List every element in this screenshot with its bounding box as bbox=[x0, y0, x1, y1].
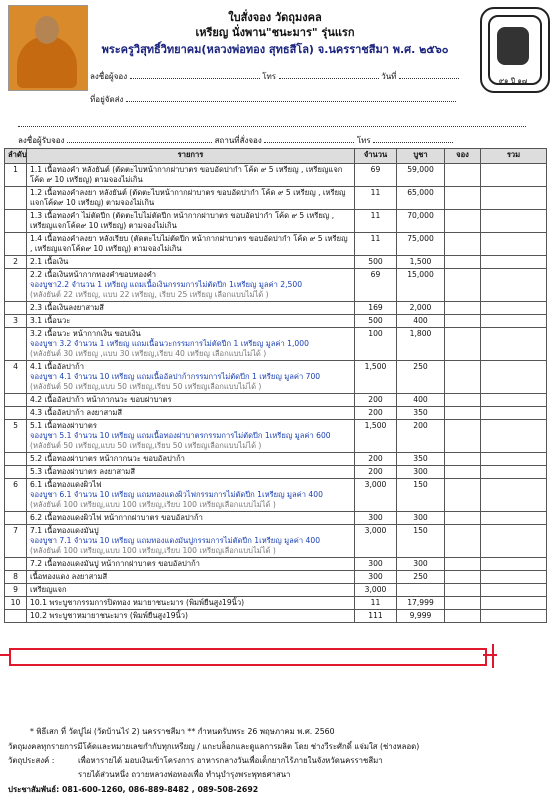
place-dots bbox=[264, 134, 354, 143]
cell-total[interactable] bbox=[481, 610, 547, 623]
cell-qty: 200 bbox=[355, 394, 397, 407]
cell-no bbox=[5, 512, 27, 525]
cell-reserve[interactable] bbox=[445, 597, 481, 610]
phone-label: โทร bbox=[262, 72, 277, 81]
cell-qty: 1,500 bbox=[355, 361, 397, 394]
cell-price: 9,999 bbox=[397, 610, 445, 623]
table-row bbox=[5, 315, 547, 328]
item-text: 6.1 เนื้อทองแดงผิวไฟ bbox=[30, 480, 102, 489]
table-row bbox=[5, 233, 547, 256]
table-row bbox=[5, 407, 547, 420]
table-row bbox=[5, 610, 547, 623]
table-row bbox=[5, 361, 547, 394]
cell-total[interactable] bbox=[481, 269, 547, 302]
cell-price: 1,500 bbox=[397, 256, 445, 269]
cell-reserve[interactable] bbox=[445, 453, 481, 466]
cell-price: 59,000 bbox=[397, 164, 445, 187]
cell-total[interactable] bbox=[481, 466, 547, 479]
cell-no: 8 bbox=[5, 571, 27, 584]
cell-item bbox=[27, 453, 355, 466]
cell-reserve[interactable] bbox=[445, 571, 481, 584]
contact-line: ประชาสัมพันธ์: 081-600-1260, 086-889-8482 , 089-508-2692 bbox=[8, 785, 259, 794]
cell-total[interactable] bbox=[481, 302, 547, 315]
cell-price: 300 bbox=[397, 558, 445, 571]
date-dots bbox=[399, 70, 459, 79]
address-line-2 bbox=[18, 118, 526, 129]
cell-item bbox=[27, 210, 355, 233]
cell-total[interactable] bbox=[481, 315, 547, 328]
cell-qty: 300 bbox=[355, 571, 397, 584]
highlight-tick-right bbox=[492, 644, 494, 668]
cell-price: 350 bbox=[397, 407, 445, 420]
cell-total[interactable] bbox=[481, 187, 547, 210]
cell-no: 2 bbox=[5, 256, 27, 269]
cell-no bbox=[5, 453, 27, 466]
item-bonus: จองบูชา 4.1 จำนวน 10 เหรียญ แถมเนื้ออัลปาก้ากรรมการไม่ตัดปีก 1 เหรียญ มูลค่า 700 bbox=[30, 372, 321, 381]
table-row bbox=[5, 420, 547, 453]
item-text: 3.2 เนื้อนวะ หน้ากากเงิน ขอบเงิน bbox=[30, 329, 141, 338]
table-row bbox=[5, 302, 547, 315]
address-field[interactable] bbox=[90, 93, 456, 106]
cell-price: 1,800 bbox=[397, 328, 445, 361]
cell-total[interactable] bbox=[481, 256, 547, 269]
cell-qty: 200 bbox=[355, 466, 397, 479]
cell-total[interactable] bbox=[481, 571, 547, 584]
place-label: สถานที่สั่งจอง bbox=[214, 136, 262, 145]
cell-total[interactable] bbox=[481, 512, 547, 525]
cell-item bbox=[27, 269, 355, 302]
cell-item bbox=[27, 597, 355, 610]
col-qty: จำนวน bbox=[355, 149, 397, 164]
order-table bbox=[4, 148, 547, 623]
purpose-line-2: รายได้ส่วนหนึ่ง ถวายหลวงพ่อทองเพื่อ ทำนุบำรุงพระพุทธศาสนา bbox=[78, 770, 291, 779]
cell-reserve[interactable] bbox=[445, 164, 481, 187]
cell-price: 70,000 bbox=[397, 210, 445, 233]
cell-item bbox=[27, 512, 355, 525]
item-text: 5.2 เนื้อทองฝาบาตร หน้ากากนวะ ขอบอัลปาก้า bbox=[30, 454, 185, 463]
col-reserve: จอง bbox=[445, 149, 481, 164]
cell-reserve[interactable] bbox=[445, 210, 481, 233]
table-row bbox=[5, 584, 547, 597]
highlight-arrow-right bbox=[483, 654, 497, 656]
cell-total[interactable] bbox=[481, 479, 547, 512]
cell-item bbox=[27, 394, 355, 407]
cell-qty: 11 bbox=[355, 210, 397, 233]
cell-qty: 169 bbox=[355, 302, 397, 315]
cell-total[interactable] bbox=[481, 584, 547, 597]
name-dots bbox=[130, 70, 260, 79]
table-row bbox=[5, 394, 547, 407]
cell-item bbox=[27, 361, 355, 394]
item-text: 1.2 เนื้อทองคำลงยา หลังยันต์ (ตัดตะไบหน้ากากฝาบาตร ขอบอัดปากำ โค้ด ๙ 5 เหรียญ , เหรียญแจกโค้ด๙ 10 เหรียญ) ตามจองไม่เกิน bbox=[30, 188, 346, 207]
seal-year: ๙๑ ปี ๑๗ bbox=[498, 77, 528, 85]
cell-qty: 11 bbox=[355, 597, 397, 610]
cell-item bbox=[27, 233, 355, 256]
cell-reserve[interactable] bbox=[445, 420, 481, 453]
cell-no: 9 bbox=[5, 584, 27, 597]
cell-no bbox=[5, 394, 27, 407]
note-codes: วัตถุมงคลทุกรายการมีโค้ดและหมายเลขกำกับทุกเหรียญ / แกะบล็อกและดูแลการผลิต โดย ช่างวีระศักดิ์ แจ่มใส (ช่างหลอด) bbox=[8, 742, 420, 751]
cell-reserve[interactable] bbox=[445, 394, 481, 407]
cell-price: 17,999 bbox=[397, 597, 445, 610]
table-row bbox=[5, 328, 547, 361]
table-row bbox=[5, 571, 547, 584]
highlight-arrow-left bbox=[0, 654, 9, 656]
address-label: ที่อยู่จัดส่ง bbox=[90, 95, 124, 104]
cell-no bbox=[5, 610, 27, 623]
phone2-dots bbox=[373, 134, 453, 143]
cell-total[interactable] bbox=[481, 407, 547, 420]
cell-qty: 300 bbox=[355, 512, 397, 525]
cell-reserve[interactable] bbox=[445, 584, 481, 597]
cell-total[interactable] bbox=[481, 164, 547, 187]
cell-qty: 1,500 bbox=[355, 420, 397, 453]
name-field[interactable] bbox=[90, 70, 459, 83]
cell-no: 7 bbox=[5, 525, 27, 558]
cell-reserve[interactable] bbox=[445, 256, 481, 269]
table-row bbox=[5, 466, 547, 479]
cell-item bbox=[27, 420, 355, 453]
cell-reserve[interactable] bbox=[445, 269, 481, 302]
cell-total[interactable] bbox=[481, 558, 547, 571]
cell-no bbox=[5, 558, 27, 571]
cell-qty: 69 bbox=[355, 164, 397, 187]
table-row bbox=[5, 269, 547, 302]
cell-reserve[interactable] bbox=[445, 558, 481, 571]
cell-reserve[interactable] bbox=[445, 233, 481, 256]
purpose-label: วัตถุประสงค์ : bbox=[8, 756, 55, 765]
cell-price: 250 bbox=[397, 571, 445, 584]
table-row bbox=[5, 558, 547, 571]
cell-reserve[interactable] bbox=[445, 328, 481, 361]
item-text: 10.2 พระบูชาหมายาชนะมาร (พิมพ์ยืนสูง19นิ้ว) bbox=[30, 611, 188, 620]
cell-total[interactable] bbox=[481, 361, 547, 394]
cell-total[interactable] bbox=[481, 210, 547, 233]
cell-total[interactable] bbox=[481, 453, 547, 466]
table-header-row bbox=[5, 149, 547, 164]
cell-qty: 500 bbox=[355, 256, 397, 269]
cell-total[interactable] bbox=[481, 233, 547, 256]
cell-no: 3 bbox=[5, 315, 27, 328]
receiver-dots bbox=[67, 134, 212, 143]
item-text: 6.2 เนื้อทองแดงผิวไฟ หน้ากากฝาบาตร ขอบอัลปาก้า bbox=[30, 513, 203, 522]
date-label: วันที่ bbox=[381, 72, 397, 81]
item-bonus: จองบูชา 5.1 จำนวน 10 เหรียญ แถมเนื้อทองฝาบาตรกรรมการไม่ตัดปีก 1เหรียญ มูลค่า 600 bbox=[30, 431, 331, 440]
cell-item bbox=[27, 302, 355, 315]
item-text: 4.2 เนื้ออัลปาก้า หน้ากากนวะ ขอบฝาบาตร bbox=[30, 395, 172, 404]
cell-price: 300 bbox=[397, 466, 445, 479]
cell-reserve[interactable] bbox=[445, 610, 481, 623]
cell-price: 300 bbox=[397, 512, 445, 525]
cell-item bbox=[27, 479, 355, 512]
cell-qty: 3,000 bbox=[355, 525, 397, 558]
cell-no bbox=[5, 187, 27, 210]
cell-qty: 200 bbox=[355, 407, 397, 420]
cell-qty: 3,000 bbox=[355, 584, 397, 597]
cell-qty: 500 bbox=[355, 315, 397, 328]
item-text: 3.1 เนื้อนวะ bbox=[30, 316, 71, 325]
cell-price: 15,000 bbox=[397, 269, 445, 302]
item-text: 10.1 พระบูชากรรมการปิดทอง หมายาชนะมาร (พิมพ์ยืนสูง19นิ้ว) bbox=[30, 598, 245, 607]
cell-reserve[interactable] bbox=[445, 525, 481, 558]
item-text: 1.3 เนื้อทองคำ ไม่ตัดปีก (ตัดตะไบไม่ตัดปีก หน้ากากฝาบาตร ขอบอัดปากำ โค้ด ๙ 5 เหรียญ , เหรียญแจกโค้ด๙ 10 เหรียญ) ตามจองไม่เกิน bbox=[30, 211, 335, 230]
item-text: 2.1 เนื้อเงิน bbox=[30, 257, 69, 266]
cell-price: 75,000 bbox=[397, 233, 445, 256]
purpose-line-1: เพื่อหารายได้ มอบเงินเข้าโครงการ อาหารกลางวันเพื่อเด็กยากไร้ภายในจังหวัดนครราชสีมา bbox=[78, 756, 383, 765]
cell-qty: 69 bbox=[355, 269, 397, 302]
item-variant-note: (หลังยันต์ 50 เหรียญ,แบบ 50 เหรียญ,เรียบ 50 เหรียญเลือกแบบไม่ได้ ) bbox=[30, 441, 262, 450]
cell-item bbox=[27, 466, 355, 479]
receiver-label: ลงชื่อผู้รับจอง bbox=[18, 136, 65, 145]
cell-total[interactable] bbox=[481, 597, 547, 610]
highlight-box bbox=[9, 648, 487, 666]
cell-price: 400 bbox=[397, 394, 445, 407]
col-total: รวม bbox=[481, 149, 547, 164]
page-subtitle: เหรียญ นั่งพาน"ชนะมาร" รุ่นแรก bbox=[195, 26, 355, 39]
item-text: 1.1 เนื้อทองคำ หลังยันต์ (ตัดตะไบหน้ากากฝาบาตร ขอบอัดปากำ โค้ด ๙ 5 เหรียญ , เหรียญแจก โค้ด ๙ 10 เหรียญ) ตามจองไม่เกิน bbox=[30, 165, 343, 184]
cell-total[interactable] bbox=[481, 420, 547, 453]
cell-reserve[interactable] bbox=[445, 361, 481, 394]
item-text: 2.3 เนื้อเงินลงยาสามสี bbox=[30, 303, 104, 312]
cell-no: 6 bbox=[5, 479, 27, 512]
cell-no bbox=[5, 328, 27, 361]
item-text: 1.4 เนื้อทองคำลงยา หลังเรียบ (ตัดตะไบไม่ตัดปีก หน้ากากฝาบาตร ขอบอัดปากำ โค้ด ๙ 5 เหรียญ , เหรียญแจกโค้ด๙ 10 เหรียญ) ตามจองไม่เกิน bbox=[30, 234, 348, 253]
item-bonus: จองบูชา 6.1 จำนวน 10 เหรียญ แถมทองแดงผิวไฟกรรมการไม่ตัดปีก 1เหรียญ มูลค่า 400 bbox=[30, 490, 323, 499]
cell-qty: 3,000 bbox=[355, 479, 397, 512]
phone-dots bbox=[279, 70, 379, 79]
cell-item bbox=[27, 558, 355, 571]
cell-reserve[interactable] bbox=[445, 315, 481, 328]
col-price: บูชา bbox=[397, 149, 445, 164]
cell-item bbox=[27, 407, 355, 420]
cell-item bbox=[27, 525, 355, 558]
cell-no bbox=[5, 233, 27, 256]
cell-no bbox=[5, 269, 27, 302]
cell-price: 2,000 bbox=[397, 302, 445, 315]
item-text: 5.3 เนื้อทองฝาบาตร ลงยาสามสี bbox=[30, 467, 135, 476]
cell-reserve[interactable] bbox=[445, 466, 481, 479]
cell-reserve[interactable] bbox=[445, 479, 481, 512]
cell-no bbox=[5, 466, 27, 479]
item-text: เหรียญแจก bbox=[30, 585, 67, 594]
item-variant-note: (หลังยันต์ 22 เหรียญ, แบบ 22 เหรียญ, เรียบ 25 เหรียญ เลือกแบบไม่ได้ ) bbox=[30, 290, 269, 299]
cell-price: 200 bbox=[397, 420, 445, 453]
cell-no: 10 bbox=[5, 597, 27, 610]
cell-item bbox=[27, 164, 355, 187]
name-label: ลงชื่อผู้จอง bbox=[90, 72, 128, 81]
cell-qty: 200 bbox=[355, 453, 397, 466]
cell-no: 4 bbox=[5, 361, 27, 394]
item-variant-note: (หลังยันต์ 100 เหรียญ,แบบ 100 เหรียญ,เรียบ 100 เหรียญเลือกแบบไม่ได้ ) bbox=[30, 546, 276, 555]
item-text: 5.1 เนื้อทองฝาบาตร bbox=[30, 421, 97, 430]
item-bonus: จองบูชา2.2 จำนวน 1 เหรียญ แถมเนื้อเงินกรรมการไม่ตัดปีก 1เหรียญ มูลค่า 2,500 bbox=[30, 280, 303, 289]
address-dots bbox=[126, 93, 456, 102]
cell-no bbox=[5, 210, 27, 233]
table-row bbox=[5, 256, 547, 269]
item-text: 7.1 เนื้อทองแดงมันปู bbox=[30, 526, 99, 535]
cell-total[interactable] bbox=[481, 525, 547, 558]
col-no: ลำดับ bbox=[5, 149, 27, 164]
cell-total[interactable] bbox=[481, 394, 547, 407]
cell-item bbox=[27, 610, 355, 623]
cell-price: 150 bbox=[397, 525, 445, 558]
cell-price: 350 bbox=[397, 453, 445, 466]
cell-reserve[interactable] bbox=[445, 302, 481, 315]
item-variant-note: (หลังยันต์ 30 เหรียญ ,แบบ 30 เหรียญ,เรียบ 40 เหรียญ เลือกแบบไม่ได้ ) bbox=[30, 349, 267, 358]
item-bonus: จองบูชา 7.1 จำนวน 10 เหรียญ แถมทองแดงมันปูกรรมการไม่ตัดปีก 1เหรียญ มูลค่า 400 bbox=[30, 536, 321, 545]
note-ceremony: * พิธีเสก ที่ วัดปูไผ่ (วัดบ้านไร่ 2) นครราชสีมา ** กำหนดรับพระ 26 พฤษภาคม พ.ศ. 2560 bbox=[30, 727, 335, 736]
cell-price: 65,000 bbox=[397, 187, 445, 210]
item-bonus: จองบูชา 3.2 จำนวน 1 เหรียญ แถมเนื้อนวะกรรมการไม่ตัดปีก 1 เหรียญ มูลค่า 1,000 bbox=[30, 339, 309, 348]
cell-reserve[interactable] bbox=[445, 407, 481, 420]
table-row bbox=[5, 597, 547, 610]
table-row bbox=[5, 453, 547, 466]
cell-item bbox=[27, 328, 355, 361]
cell-price: 250 bbox=[397, 361, 445, 394]
item-text: เนื้อทองแดง ลงยาสามสี bbox=[30, 572, 108, 581]
phone2-label: โทร bbox=[356, 136, 371, 145]
cell-no bbox=[5, 407, 27, 420]
table-row bbox=[5, 512, 547, 525]
cell-no bbox=[5, 302, 27, 315]
cell-no: 1 bbox=[5, 164, 27, 187]
cell-reserve[interactable] bbox=[445, 512, 481, 525]
cell-qty: 100 bbox=[355, 328, 397, 361]
cell-item bbox=[27, 256, 355, 269]
table-row bbox=[5, 525, 547, 558]
table-row bbox=[5, 210, 547, 233]
page-title: ใบสั่งจอง วัดถุมงคล bbox=[228, 11, 322, 24]
item-text: 4.3 เนื้ออัลปาก้า ลงยาสามสี bbox=[30, 408, 123, 417]
item-text: 7.2 เนื้อทองแดงมันปู หน้ากากฝาบาตร ขอบอัลปาก้า bbox=[30, 559, 200, 568]
monk-line: พระครูวิสุทธิ์วิทยาคม(หลวงพ่อทอง สุทธสีโล) จ.นครราชสีมา พ.ศ. ๒๕๖๐ bbox=[101, 43, 449, 56]
cell-price bbox=[397, 584, 445, 597]
cell-item bbox=[27, 571, 355, 584]
cell-item bbox=[27, 187, 355, 210]
table-row bbox=[5, 164, 547, 187]
cell-qty: 111 bbox=[355, 610, 397, 623]
item-text: 2.2 เนื้อเงินหน้ากากทองคำขอบทองคำ bbox=[30, 270, 157, 279]
item-variant-note: (หลังยันต์ 100 เหรียญ,แบบ 100 เหรียญ,เรียบ 100 เหรียญเลือกแบบไม่ได้ ) bbox=[30, 500, 276, 509]
table-row bbox=[5, 187, 547, 210]
receiver-field[interactable] bbox=[18, 134, 453, 147]
cell-qty: 11 bbox=[355, 233, 397, 256]
table-row bbox=[5, 479, 547, 512]
col-item: รายการ bbox=[27, 149, 355, 164]
item-text: 4.1 เนื้ออัลปาก้า bbox=[30, 362, 84, 371]
cell-qty: 300 bbox=[355, 558, 397, 571]
item-variant-note: (หลังยันต์ 50 เหรียญ,แบบ 50 เหรียญ,เรียบ 50 เหรียญเลือกแบบไม่ได้ ) bbox=[30, 382, 262, 391]
cell-item bbox=[27, 584, 355, 597]
cell-item bbox=[27, 315, 355, 328]
cell-price: 150 bbox=[397, 479, 445, 512]
cell-qty: 11 bbox=[355, 187, 397, 210]
cell-price: 400 bbox=[397, 315, 445, 328]
cell-reserve[interactable] bbox=[445, 187, 481, 210]
cell-no: 5 bbox=[5, 420, 27, 453]
cell-total[interactable] bbox=[481, 328, 547, 361]
